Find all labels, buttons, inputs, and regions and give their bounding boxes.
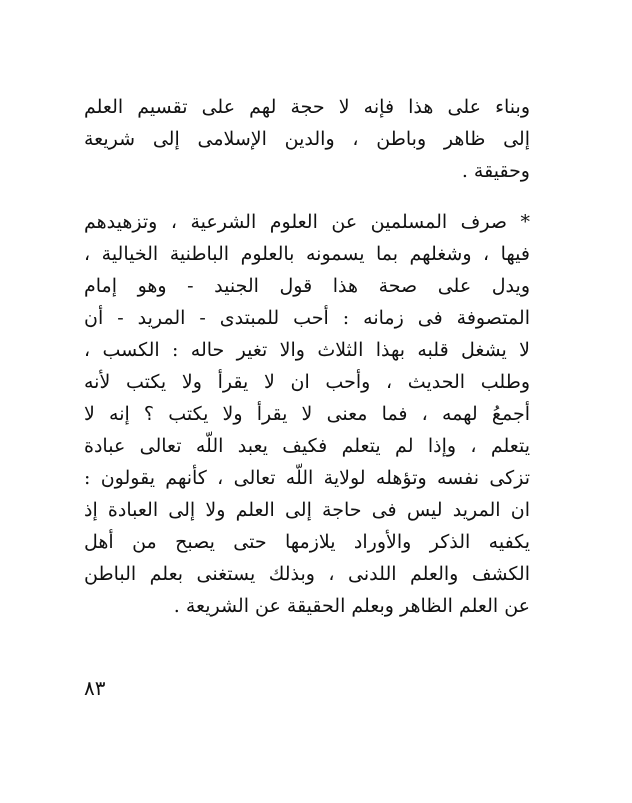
text-line: إلى ظاهر وباطن ، والدين الإسلامى إلى شريعة	[84, 128, 530, 150]
paragraph-2	[84, 206, 530, 622]
text-line: عن العلم الظاهر وبعلم الحقيقة عن الشريعة .	[173, 595, 530, 617]
text-line: لا يشغل قلبه بهذا الثلاث والا تغير حاله : الكسب ،	[84, 339, 530, 361]
text-line: يتعلم ، وإذا لم يتعلم فكيف يعبد اللّه تعالى عبادة	[84, 435, 530, 457]
text-line: ويدل على صحة هذا قول الجنيد - وهو إمام	[84, 275, 530, 297]
text-line: ان المريد ليس فى حاجة إلى العلم ولا إلى العبادة إذ	[84, 499, 530, 521]
page-number: ٨٣	[84, 676, 106, 700]
text-line: وطلب الحديث ، وأحب ان لا يقرأ ولا يكتب لأنه	[84, 371, 530, 393]
text-line: يكفيه الذكر والأوراد يلازمها حتى يصبح من أهل	[84, 531, 530, 553]
text-line: وحقيقة .	[461, 160, 530, 182]
paragraph-1	[84, 91, 530, 187]
text-line: الكشف والعلم اللدنى ، وبذلك يستغنى بعلم الباطن	[84, 563, 530, 585]
text-line: تزكى نفسه وتؤهله لولاية اللّه تعالى ، كأنهم يقولون :	[84, 467, 530, 489]
text-line: أجمعُ لهمه ، فما معنى لا يقرأ ولا يكتب ؟ إنه لا	[84, 403, 530, 425]
text-line: المتصوفة فى زمانه : أحب للمبتدى - المريد - أن	[84, 307, 530, 329]
text-line: فيها ، وشغلهم بما يسمونه بالعلوم الباطنية الخيالية ،	[84, 243, 530, 265]
text-line: وبناء على هذا فإنه لا حجة لهم على تقسيم العلم	[84, 96, 530, 118]
text-line: * صرف المسلمين عن العلوم الشرعية ، وتزهيدهم	[84, 211, 530, 233]
